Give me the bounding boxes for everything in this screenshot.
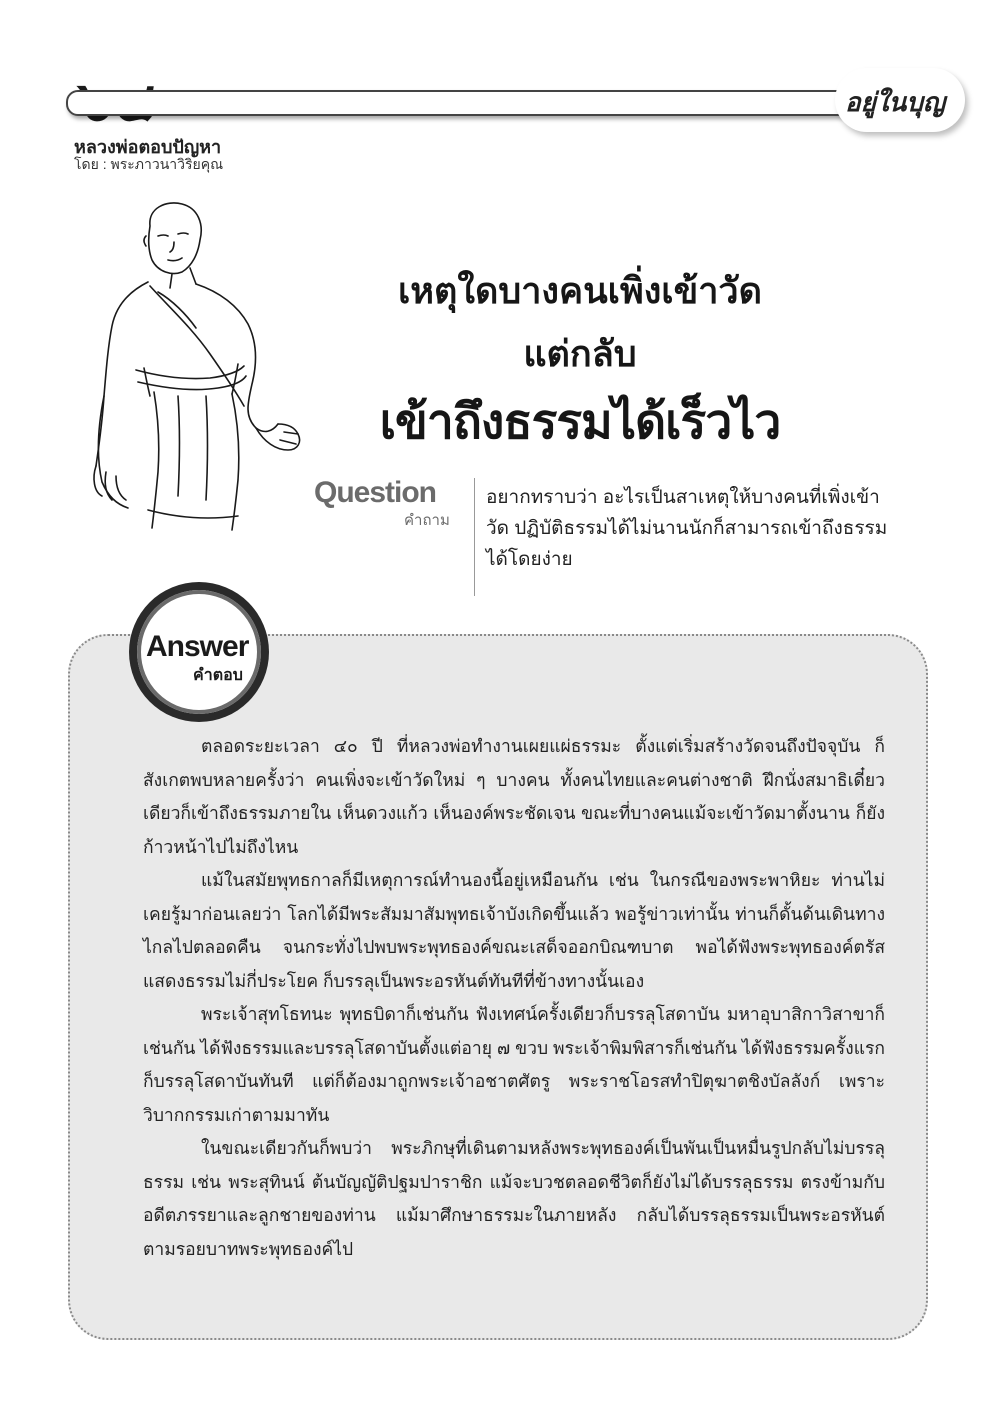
question-label: Question <box>314 476 437 509</box>
question-label-thai: คำถาม <box>404 512 450 529</box>
column-title: หลวงพ่อตอบปัญหา <box>74 137 222 157</box>
answer-paragraph: ในขณะเดียวกันก็พบว่า พระภิกษุที่เดินตามหลังพระพุทธองค์เป็นพันเป็นหมื่นรูปกลับไม่บรรลุธรรม เช่น พระสุทินน์ ต้นบัญญัติปฐมปาราชิก แม้จะบวชตลอดชีวิตก็ยังไม่ได้บรรลุธรรม ตรงข้ามกับอดีตภรรยาและลูกชายของท่าน แม้มาศึกษาธรรมะในภายหลัง กลับได้บรรลุธรรมเป็นพระอรหันต์ตามรอยบาทพระพุทธองค์ไป <box>143 1138 885 1259</box>
headline-line-2: แต่กลับ <box>523 334 637 375</box>
answer-paragraph: ตลอดระยะเวลา ๔๐ ปี ที่หลวงพ่อทำงานเผยแผ่ธรรมะ ตั้งแต่เริ่มสร้างวัดจนถึงปัจจุบัน ก็สังเกตพบหลายครั้งว่า คนเพิ่งจะเข้าวัดใหม่ ๆ บางคน ทั้งคนไทยและคนต่างชาติ ฝึกนั่งสมาธิเดี๋ยวเดียวก็เข้าถึงธรรมภายใน เห็นดวงแก้ว เห็นองค์พระชัดเจน ขณะที่บางคนแม้จะเข้าวัดมาตั้งนาน ก็ยังก้าวหน้าไปไม่ถึงไหน <box>143 736 885 857</box>
answer-body <box>143 730 885 1266</box>
answer-label: Answer <box>146 630 249 663</box>
answer-paragraph: พระเจ้าสุทโธทนะ พุทธบิดาก็เช่นกัน ฟังเทศน์ครั้งเดียวก็บรรลุโสดาบัน มหาอุบาสิกาวิสาขาก็เช่นกัน ได้ฟังธรรมและบรรลุโสดาบันตั้งแต่อายุ ๗ ขวบ พระเจ้าพิมพิสารก็เช่นกัน ได้ฟังธรรมครั้งแรกก็บรรลุโสดาบันทันที แต่ก็ต้องมาถูกพระเจ้าอชาตศัตรู พระราชโอรสทำปิตุฆาตชิงบัลลังก์ เพราะวิบากกรรมเก่าตามมาทัน <box>143 1004 885 1125</box>
headline-line-3: เข้าถึงธรรมได้เร็วไว <box>379 394 781 450</box>
magazine-logo <box>835 68 965 132</box>
answer-label-thai: คำตอบ <box>193 667 243 684</box>
question-text: อยากทราบว่า อะไรเป็นสาเหตุให้บางคนที่เพิ่งเข้าวัด ปฏิบัติธรรมได้ไม่นานนักก็สามารถเข้าถึงธรรมได้โดยง่าย <box>486 487 888 570</box>
answer-paragraph: แม้ในสมัยพุทธกาลก็มีเหตุการณ์ทำนองนี้อยู่เหมือนกัน เช่น ในกรณีของพระพาหิยะ ท่านไม่เคยรู้มาก่อนเลยว่า โลกได้มีพระสัมมาสัมพุทธเจ้าบังเกิดขึ้นแล้ว พอรู้ข่าวเท่านั้น ท่านก็ดั้นด้นเดินทางไกลไปตลอดคืน จนกระทั่งไปพบพระพุทธองค์ขณะเสด็จออกบิณฑบาต พอได้ฟังพระพุทธองค์ตรัสแสดงธรรมไม่กี่ประโยค ก็บรรลุเป็นพระอรหันต์ทันทีที่ข้างทางนั้นเอง <box>143 870 885 991</box>
question-divider <box>474 478 475 596</box>
author-line: โดย : พระภาวนาวิริยคุณ <box>74 156 224 172</box>
magazine-name: อยู่ในบุญ <box>845 88 945 118</box>
headline-line-1: เหตุใดบางคนเพิ่งเข้าวัด <box>397 271 763 312</box>
header-bar <box>66 90 930 116</box>
monk-illustration <box>88 196 310 532</box>
